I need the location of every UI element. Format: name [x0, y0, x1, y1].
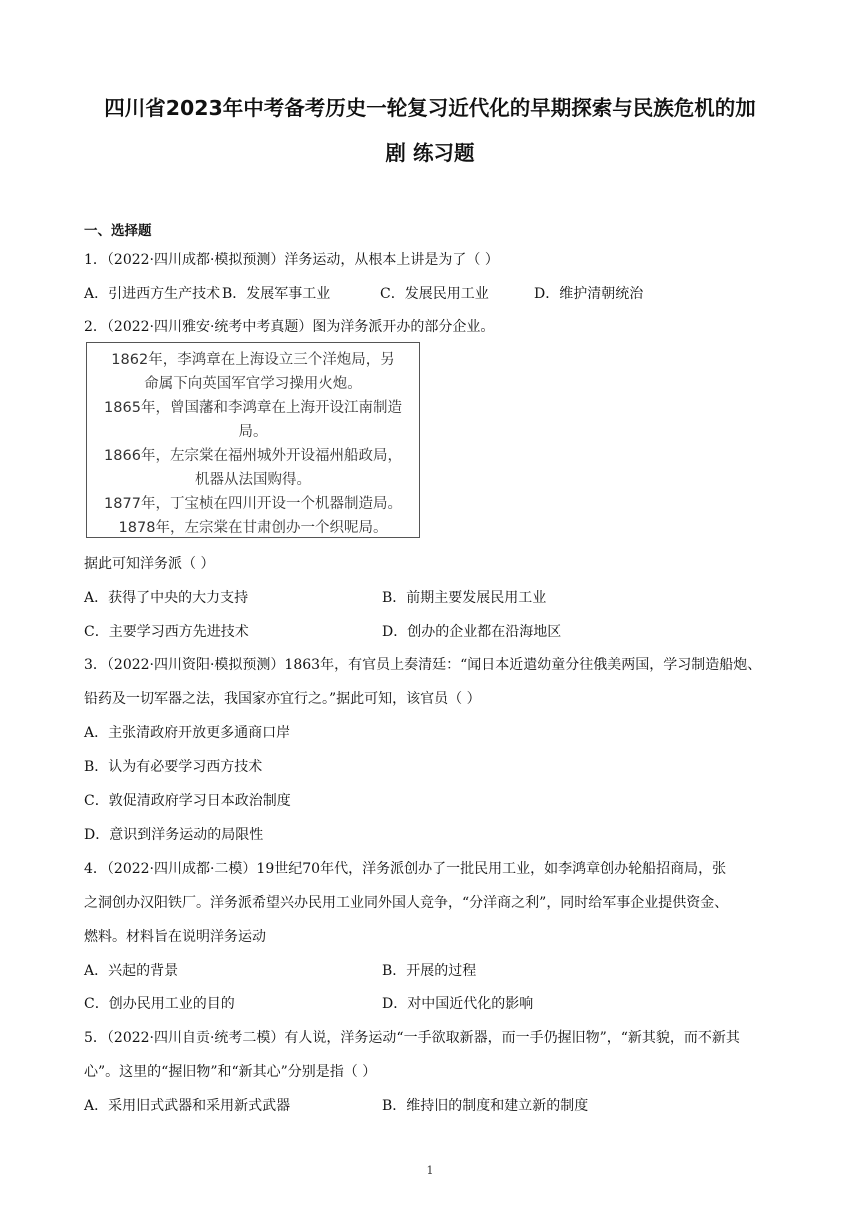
q1-stem: 1．（2022·四川成都·模拟预测）洋务运动，从根本上讲是为了（ ） — [84, 252, 499, 268]
title-line-2: 剧 练习题 — [385, 141, 475, 165]
figure-line: 机器从法国购得。 — [195, 472, 311, 488]
q5-stem-line-2: 心”。这里的“握旧物”和“新其心”分别是指（ ） — [84, 1064, 377, 1080]
q4-option-d: D．对中国近代化的影响 — [382, 996, 534, 1012]
q2-figure — [86, 342, 420, 538]
figure-line: 1866年，左宗棠在福州城外开设福州船政局， — [104, 448, 402, 464]
q2-option-c: C．主要学习西方先进技术 — [84, 624, 249, 640]
q3-stem-line-2: 铅药及一切军器之法，我国家亦宜行之。”据此可知，该官员（ ） — [84, 691, 481, 707]
q3-option-a: A．主张清政府开放更多通商口岸 — [84, 725, 291, 741]
figure-line: 1878年，左宗棠在甘肃创办一个织呢局。 — [118, 520, 388, 536]
q1-option-c: C．发展民用工业 — [380, 286, 489, 302]
q3-stem-line-1: 3．（2022·四川资阳·模拟预测）1863年，有官员上奏清廷：“闻日本近遣幼童分往俄美两国，学习制造船炮、 — [84, 657, 762, 673]
q5-stem-line-1: 5．（2022·四川自贡·统考二模）有人说，洋务运动“一手欲取新器，而一手仍握旧物”，“新其貌，而不新其 — [84, 1030, 740, 1046]
q5-option-b: B．维持旧的制度和建立新的制度 — [382, 1098, 589, 1114]
q2-option-d: D．创办的企业都在沿海地区 — [382, 624, 562, 640]
figure-line: 1877年，丁宝桢在四川开设一个机器制造局。 — [104, 496, 402, 512]
q5-option-a: A．采用旧式武器和采用新式武器 — [84, 1098, 291, 1114]
q4-stem-line-1: 4．（2022·四川成都·二模）19世纪70年代，洋务派创办了一批民用工业，如李鸿章创办轮船招商局，张 — [84, 861, 727, 877]
title-line-1: 四川省2023年中考备考历史一轮复习近代化的早期探索与民族危机的加 — [104, 96, 756, 120]
q1-option-a: A．引进西方生产技术 — [84, 286, 221, 302]
document-title — [60, 86, 800, 176]
q4-stem-line-2: 之洞创办汉阳铁厂。洋务派希望兴办民用工业同外国人竞争，“分洋商之利”，同时给军事企业提供资金、 — [84, 895, 729, 911]
q3-option-c: C．敦促清政府学习日本政治制度 — [84, 793, 291, 809]
figure-line: 局。 — [238, 424, 268, 440]
q4-option-c: C．创办民用工业的目的 — [84, 996, 235, 1012]
figure-line: 命属下向英国军官学习操用火炮。 — [144, 376, 362, 392]
q4-stem-line-3: 燃料。材料旨在说明洋务运动 — [84, 929, 266, 945]
q1-option-b: B．发展军事工业 — [222, 286, 331, 302]
page-number: 1 — [426, 1164, 434, 1177]
q2-stem: 2．（2022·四川雅安·统考中考真题）图为洋务派开办的部分企业。 — [84, 319, 495, 335]
q2-option-b: B．前期主要发展民用工业 — [382, 590, 547, 606]
q4-option-b: B．开展的过程 — [382, 963, 477, 979]
q2-option-a: A．获得了中央的大力支持 — [84, 590, 249, 606]
q4-option-a: A．兴起的背景 — [84, 963, 179, 979]
q3-option-d: D．意识到洋务运动的局限性 — [84, 827, 264, 843]
q3-option-b: B．认为有必要学习西方技术 — [84, 759, 263, 775]
q1-option-d: D．维护清朝统治 — [534, 286, 644, 302]
section-heading: 一、选择题 — [84, 223, 152, 239]
figure-line: 1865年，曾国藩和李鸿章在上海开设江南制造 — [104, 400, 402, 416]
q2-followup: 据此可知洋务派（ ） — [84, 556, 215, 572]
figure-line: 1862年，李鸿章在上海设立三个洋炮局，另 — [111, 352, 395, 368]
